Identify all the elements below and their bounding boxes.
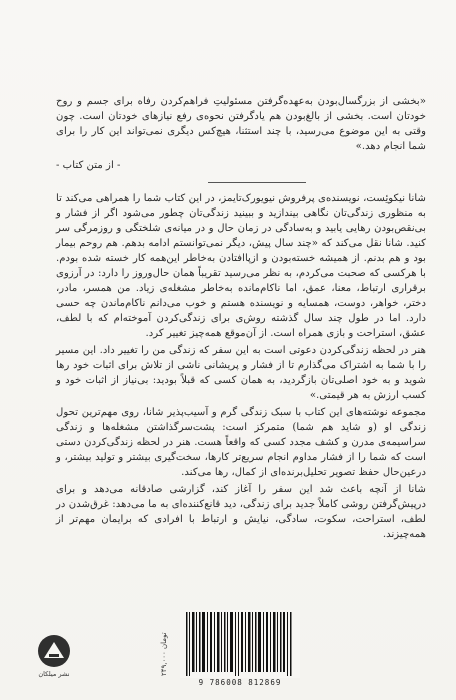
paragraph-1: شانا نیکوئِست، نویسنده‌ی پرفروش نیویورک‌تایمز، در این کتاب شما را همراهی می‌کند تا به منظوری زندگی‌تان نگاهی بیندازید و ببینید زندگی‌تان چطور می‌شود اگر از فشار و بی‌نقص‌بودن رهایی یابید و به‌سادگی در زمان حال و در میانه‌ی شلختگی و روزمرگی سر کنید. شانا نقل می‌کند که «چند سال پیش، دیگر نمی‌توانستم ادامه بدهم. هم روحم بیمار بود و هم بدنم. از همیشه خسته‌بودن و ازپاافتادن به‌خاطر این‌همه کار خسته شده بودم. با هرکسی که صحبت می‌کردم، به نظر می‌رسید تقریباً همان حال‌وروز را دارد: در آرزوی برقراری ارتباط، معنا، عمق، اما ناکام‌مانده به‌خاطر مشغله‌ی زیاد. من همسر، مادر، دختر، خواهر، دوست، همسایه و نویسنده هستم و خوب می‌دانم ناکام‌ماندن چه حسی دارد. اما در طول چند سال گذشته روش‌ی برای زندگی‌کردن آموخته‌ام که با لطف، عشق، استراحت و بازی همراه است. از آن‌موقع همه‌چیز تغییر کرد.	[56, 193, 426, 339]
paragraph-2: هنر در لحظه زندگی‌کردن دعوتی است به این سفر که زندگی من را تغییر داد. این مسیر را با شما به اشتراک می‌گذارم تا از فشار و پریشانی ناشی از تلاش برای اثبات خود رها شوید و به خود اصلی‌تان بازگردید، به همان کسی که قبلاً بودید: بی‌نیاز از اثبات خود و کسب ارزش به هر قیمتی.»	[56, 345, 426, 401]
publisher-logo-text: نشر میلکان	[38, 670, 70, 678]
barcode-icon	[180, 610, 300, 678]
quote-text: «بخشی از بزرگسال‌بودن به‌عهده‌گرفتن مسئولیتِ فراهم‌کردن رفاه برای جسم و روح خودتان است. بخشی از بالغ‌بودن هم یادگرفتن نحوه‌ی رفع نیازهای خودتان است. چون وقتی به این موضوع می‌رسید، با چند استثنا، هیچ‌کس دیگری نمی‌تواند این کار را برای شما انجام دهد.»	[56, 96, 426, 152]
publisher-logo	[32, 632, 76, 690]
barcode-number: 9 786008 812869	[198, 678, 282, 687]
paragraph-3: مجموعه نوشته‌های این کتاب با سبک زندگی گرم و آسیب‌پذیر شانا، روی مهم‌ترین تحول زندگی او (و شاید هم شما) متمرکز است: پشت‌سرگذاشتن مشغله‌ها و زندگی سراسیمه‌ی مدرن و کشف مجدد کسی که واقعاً هست. هنر در لحظه زندگی‌کردن دستی است که شما را از فشار مداوم انجام سریع‌تر کارها، سخت‌گیری بیشتر و تولید بیشتر، و درعین‌حال حفظ تصویر تحلیل‌برنده‌ای از کمال، رها می‌کند.	[56, 407, 426, 478]
description	[56, 191, 426, 544]
quote-source: - از متن کتاب -	[56, 160, 121, 171]
paragraph-4: شانا از آنچه باعث شد این سفر را آغاز کند، گزارشی صادقانه می‌دهد و برای درپیش‌گرفتن روشی کاملاً جدید برای زندگی، دید قانع‌کننده‌ای به ما می‌دهد: غرق‌شدن در لطف، استراحت، سکوت، سادگی، نیایش و ارتباط با افرادی که برایمان مهم‌تر از همه‌چیزند.	[56, 484, 426, 540]
barcode-area	[180, 610, 300, 690]
quote-block	[56, 94, 426, 154]
divider	[208, 182, 306, 183]
price-label: ۲۴۹,۰۰۰ تومان	[160, 632, 168, 676]
publisher-logo-icon	[32, 632, 76, 670]
